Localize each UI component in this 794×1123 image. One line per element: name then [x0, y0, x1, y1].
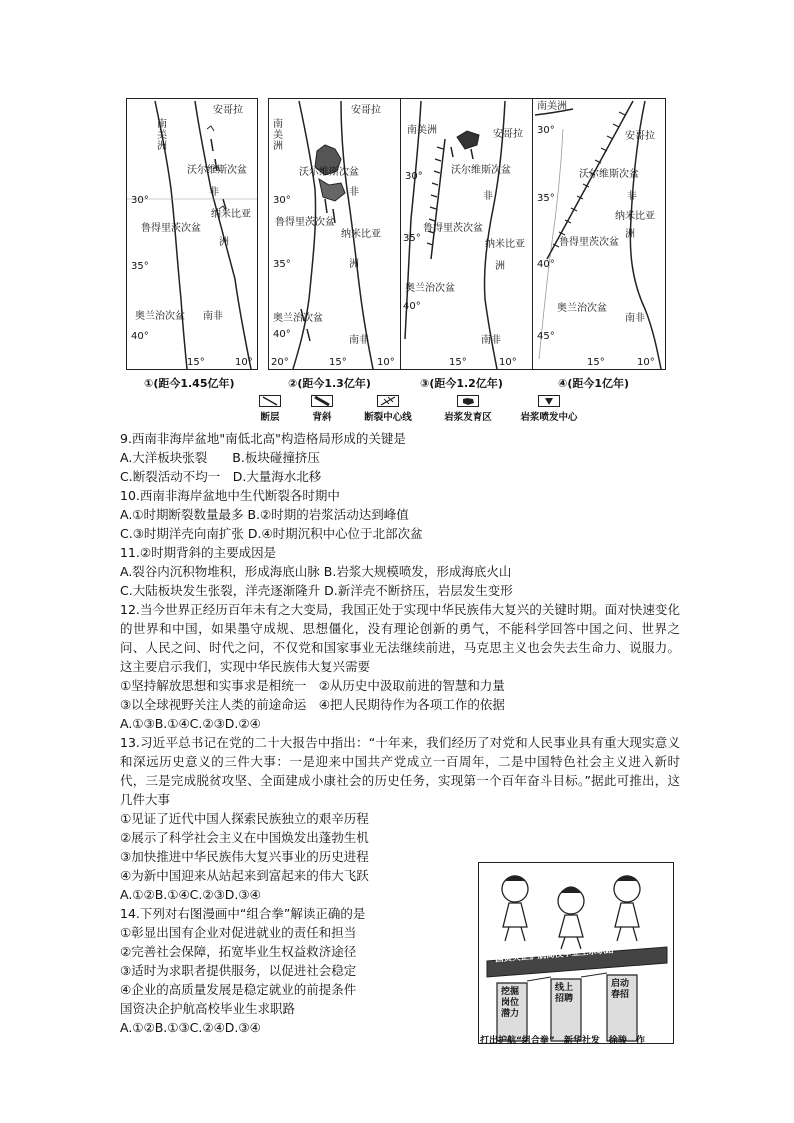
map1-label-luderitz: 鲁得里茨次盆 — [141, 223, 201, 234]
legend-fault — [256, 395, 284, 423]
map3-label-zhou: 洲 — [495, 261, 505, 272]
map1-label-lon10: 10° — [235, 357, 253, 368]
q9-options-cd: C.断裂活动不均一 D.大量海水北移 — [120, 469, 322, 484]
map-1-drawing — [127, 99, 258, 370]
legend-rift-label: 断裂中心线 — [364, 412, 412, 423]
map3-label-angola: 安哥拉 — [493, 129, 523, 140]
map1-label-zhou: 洲 — [219, 237, 229, 248]
map2-label-lon20: 20° — [271, 357, 289, 368]
map-captions — [126, 375, 666, 393]
map4-label-lat40: 40° — [537, 259, 555, 270]
map-4-caption: ④(距今1亿年) — [558, 377, 630, 390]
cartoon-pillar-3: 启动春招 — [611, 979, 630, 1000]
map4-label-lon15: 15° — [587, 357, 605, 368]
q11-options-ab: A.裂谷内沉积物堆积，形成海底山脉 B.岩浆大规模喷发，形成海底火山 — [120, 564, 512, 579]
legend-anticline — [308, 395, 336, 423]
map1-label-orange: 奥兰治次盆 — [135, 311, 185, 322]
map3-label-lon10: 10° — [499, 357, 517, 368]
map2-label-lat35: 35° — [273, 259, 291, 270]
map3-label-lon15: 15° — [449, 357, 467, 368]
map-3-caption: ③(距今1.2亿年) — [420, 377, 503, 390]
map4-label-zhou: 洲 — [625, 229, 635, 240]
map-1-caption: ①(距今1.45亿年) — [144, 377, 235, 390]
map4-label-namibia: 纳米比亚 — [615, 211, 655, 222]
legend-magma-area — [440, 395, 496, 423]
student-figures — [502, 876, 640, 949]
map2-label-angola: 安哥拉 — [351, 105, 381, 116]
map4-label-lat35: 35° — [537, 193, 555, 204]
q10-options-cd: C.③时期洋壳向南扩张 D.④时期沉积中心位于北部次盆 — [120, 526, 423, 541]
map-4 — [532, 98, 666, 370]
q12-items-12: ①坚持解放思想和实事求是相统一 ②从历史中汲取前进的智慧和力量 — [120, 678, 505, 693]
map2-label-orange: 奥兰治次盆 — [273, 313, 323, 324]
legend-rift-centerline — [360, 395, 416, 423]
map1-label-africa: 非 — [209, 187, 219, 198]
map2-label-lat30: 30° — [273, 195, 291, 206]
map3-label-lat30: 30° — [405, 171, 423, 182]
map3-label-africa: 非 — [483, 191, 493, 202]
q13-item-2: ②展示了科学社会主义在中国焕发出蓬勃生机 — [120, 830, 369, 845]
map1-label-lat30: 30° — [131, 195, 149, 206]
map1-label-walvis: 沃尔维斯次盆 — [187, 165, 247, 176]
cartoon-pillar-1: 挖掘岗位潜力 — [501, 987, 520, 1019]
map2-label-namibia: 纳米比亚 — [341, 229, 381, 240]
rift-centerline-symbol-icon — [377, 395, 399, 407]
map1-label-angola: 安哥拉 — [213, 105, 243, 116]
map2-label-luderitz: 鲁得里茨次盆 — [275, 217, 335, 228]
q11-stem: 11.②时期背斜的主要成因是 — [120, 545, 277, 560]
map-2 — [268, 98, 402, 370]
map2-label-walvis: 沃尔维斯次盆 — [299, 167, 359, 178]
map4-label-south-africa: 南非 — [625, 313, 645, 324]
legend-eruption-center — [514, 395, 584, 423]
map2-label-lat40: 40° — [273, 329, 291, 340]
map4-label-south-america: 南美洲 — [537, 101, 567, 112]
legend-eruption-label: 岩浆喷发中心 — [520, 412, 578, 423]
map1-label-lat40: 40° — [131, 331, 149, 342]
q13-item-1: ①见证了近代中国人探索民族独立的艰辛历程 — [120, 811, 369, 826]
map3-label-south-africa: 南非 — [481, 335, 501, 346]
map1-label-lon15: 15° — [187, 357, 205, 368]
fault-symbol-icon — [259, 395, 281, 407]
map2-label-africa: 非 — [349, 187, 359, 198]
q14-item-2: ②完善社会保障，拓宽毕业生权益救济途径 — [120, 944, 357, 959]
map4-label-lat45: 45° — [537, 331, 555, 342]
map1-label-south-america: 南 美 洲 — [157, 119, 167, 152]
map2-label-lon10: 10° — [377, 357, 395, 368]
map-3 — [400, 98, 534, 370]
map4-label-lon10: 10° — [637, 357, 655, 368]
q14-item-4: ④企业的高质量发展是稳定就业的前提条件 — [120, 982, 357, 997]
q14-item-3: ③适时为求职者提供服务，以促进社会稳定 — [120, 963, 357, 978]
map1-label-namibia: 纳米比亚 — [211, 209, 251, 220]
q9-stem: 9.西南非海岸盆地"南低北高"构造格局形成的关键是 — [120, 431, 406, 446]
eruption-center-symbol-icon — [538, 395, 560, 407]
q14-answers: A.①②B.①③C.②④D.③④ — [120, 1020, 261, 1035]
map3-label-namibia: 纳米比亚 — [485, 239, 525, 250]
map1-label-lat35: 35° — [131, 261, 149, 272]
map3-label-lat40: 40° — [403, 301, 421, 312]
anticline-symbol-icon — [311, 395, 333, 407]
map3-label-luderitz: 鲁得里茨次盆 — [423, 223, 483, 234]
map4-label-walvis: 沃尔维斯次盆 — [579, 169, 639, 180]
q10-options-ab: A.①时期断裂数量最多 B.②时期的岩浆活动达到峰值 — [120, 507, 409, 522]
q13-stem: 13.习近平总书记在党的二十大报告中指出：“十年来，我们经历了对党和人民事业具有重大现实意义和深远历史意义的三件大事：一是迎来中国共产党成立一百周年，二是中国特色社会主义进入新时代，三是完成脱贫攻坚、全面建成小康社会的历史任务，实现第一个百年奋斗目标。”据此可推出，这几件大事 — [120, 735, 680, 807]
map-1 — [126, 98, 258, 370]
q9-options-ab: A.大洋板块张裂 B.板块碰撞挤压 — [120, 450, 320, 465]
legend-anticline-label: 背斜 — [312, 412, 332, 423]
cartoon-caption: 打出护航“组合拳” 新华社发 徐骏 作 — [480, 1036, 645, 1046]
map1-label-south-africa: 南非 — [203, 311, 223, 322]
cartoon-pillar-2: 线上招聘 — [555, 983, 574, 1004]
legend-fault-label: 断层 — [260, 412, 280, 423]
map4-label-africa: 非 — [627, 191, 637, 202]
q14-item-1: ①彰显出国有企业对促进就业的责任和担当 — [120, 925, 357, 940]
map-legend — [256, 395, 586, 425]
map3-label-orange: 奥兰治次盆 — [405, 283, 455, 294]
map4-label-lat30: 30° — [537, 125, 555, 136]
q13-item-4: ④为新中国迎来从站起来到富起来的伟大飞跃 — [120, 868, 369, 883]
q11-options-cd: C.大陆板块发生张裂，洋壳逐渐隆升 D.新洋壳不断挤压，岩层发生变形 — [120, 583, 513, 598]
q14-stem: 14.下列对右图漫画中“组合拳”解读正确的是 — [120, 906, 366, 921]
map4-label-luderitz: 鲁得里茨次盆 — [559, 237, 619, 248]
map3-label-walvis: 沃尔维斯次盆 — [451, 165, 511, 176]
q13-item-3: ③加快推进中华民族伟大复兴事业的历史进程 — [120, 849, 369, 864]
cartoon-banner-text: 国资央企护航高校毕业生求职路 — [494, 945, 615, 965]
q12-items-34: ③以全球视野关注人类的前途命运 ④把人民期待作为各项工作的依据 — [120, 697, 505, 712]
basin-evolution-maps — [126, 98, 666, 374]
map2-label-lon15: 15° — [329, 357, 347, 368]
map3-label-lat35: 35° — [403, 233, 421, 244]
q12-stem: 12.当今世界正经历百年未有之大变局，我国正处于实现中华民族伟大复兴的关键时期。面对快速变化的世界和中国，如果墨守成规、思想僵化，没有理论创新的勇气，不能科学回答中国之问、世界之问、人民之问、时代之问，不仅党和国家事业无法继续前进，马克思主义也会失去生命力、说服力。这主要启示我们，实现中华民族伟大复兴需要 — [120, 602, 680, 674]
map2-label-south-africa: 南非 — [349, 335, 369, 346]
q14-extra-line: 国资决企护航高校毕业生求职路 — [120, 1001, 296, 1016]
cartoon-image — [478, 862, 674, 1044]
map2-label-zhou: 洲 — [349, 259, 359, 270]
map2-label-south-america: 南 美 洲 — [273, 119, 283, 152]
map3-label-south-america: 南美洲 — [407, 125, 437, 136]
map4-label-orange: 奥兰治次盆 — [557, 303, 607, 314]
map-2-caption: ②(距今1.3亿年) — [288, 377, 371, 390]
magma-area-symbol-icon — [457, 395, 479, 407]
map4-label-angola: 安哥拉 — [625, 131, 655, 142]
legend-magma-area-label: 岩浆发育区 — [444, 412, 492, 423]
q13-answers: A.①②B.①④C.②③D.③④ — [120, 887, 261, 902]
q10-stem: 10.西南非海岸盆地中生代断裂各时期中 — [120, 488, 340, 503]
q12-answers: A.①③B.①④C.②③D.②④ — [120, 716, 261, 731]
